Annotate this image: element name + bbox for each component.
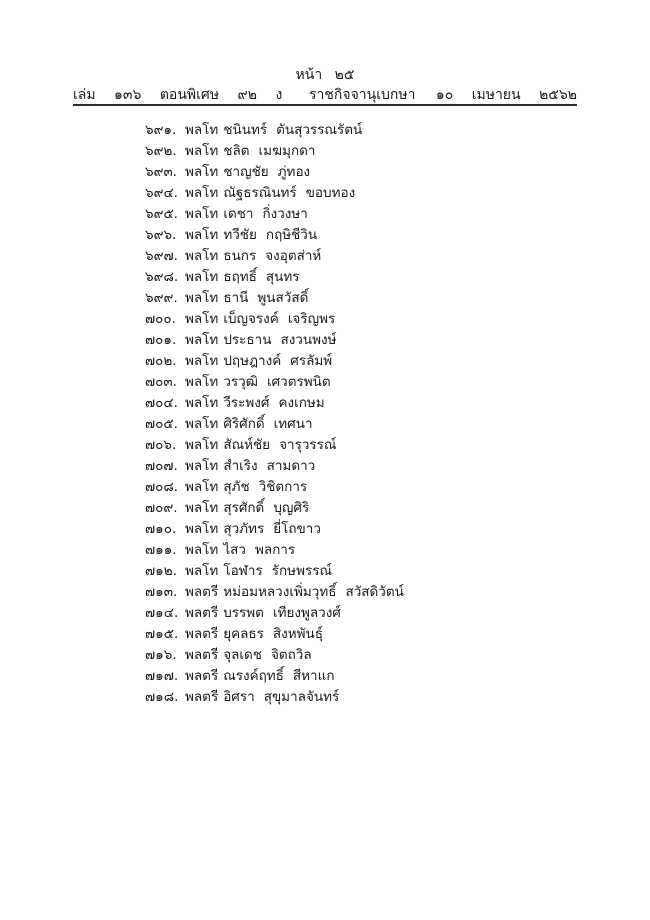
volume-label: เล่ม (73, 87, 96, 103)
entry-number: ๗๑๐. (145, 521, 177, 537)
entry-rank: พลตรี (185, 584, 219, 600)
entry-rank: พลตรี (185, 605, 219, 621)
entry-number: ๖๙๔. (145, 185, 178, 201)
entry-rank: พลตรี (185, 626, 219, 642)
entry-first-name: บรรพต (223, 605, 264, 621)
list-item (145, 624, 404, 645)
page-label: หน้า (295, 67, 323, 83)
entry-first-name: สัณห์ชัย (223, 437, 271, 453)
entry-number: ๗๑๕. (145, 626, 179, 642)
entry-first-name: ชลิต (223, 143, 250, 159)
entry-last-name: ศรลัมพ์ (290, 353, 333, 369)
entry-first-name: ศิริศักดิ์ (223, 416, 265, 432)
entry-last-name: เมฆมุกดา (258, 143, 316, 159)
entry-first-name: ทวีชัย (223, 227, 257, 243)
entry-rank: พลโท (185, 164, 219, 180)
entry-number: ๗๑๔. (145, 605, 179, 621)
entry-first-name: ปฤษฎางค์ (223, 353, 282, 369)
issue-label: ตอนพิเศษ (159, 87, 220, 103)
list-item (145, 204, 404, 225)
list-item (145, 414, 404, 435)
date-year: ๒๕๖๒ (539, 87, 577, 103)
entry-number: ๗๑๓. (145, 584, 178, 600)
list-item (145, 225, 404, 246)
list-item (145, 183, 404, 204)
entry-first-name: ธานี (223, 290, 249, 306)
entry-last-name: รักษพรรณ์ (271, 563, 332, 579)
entry-last-name: สุนทร (265, 269, 300, 285)
list-item (145, 456, 404, 477)
list-item (145, 330, 404, 351)
entry-rank: พลโท (185, 122, 219, 138)
entry-first-name: สุวภัทร (223, 521, 265, 537)
page-value: ๒๕ (334, 67, 355, 83)
entry-rank: พลโท (185, 290, 219, 306)
entry-number: ๗๐๐. (145, 311, 176, 327)
entry-number: ๗๑๑. (145, 542, 177, 558)
entry-number: ๖๙๑. (145, 122, 177, 138)
volume-info (73, 84, 296, 106)
entry-rank: พลโท (185, 332, 219, 348)
entry-first-name: หม่อมหลวงเพิ่มวุทธิ์ (223, 584, 337, 600)
entry-first-name: ธฤทธิ์ (223, 269, 257, 285)
list-item (145, 435, 404, 456)
entry-first-name: ไสว (223, 542, 246, 558)
entry-last-name: เศวตรพนิต (266, 374, 331, 390)
entry-number: ๗๐๔. (145, 395, 178, 411)
entry-last-name: คงเกษม (278, 395, 325, 411)
list-item (145, 288, 404, 309)
entry-first-name: วีระพงศ์ (223, 395, 270, 411)
entry-number: ๗๐๒. (145, 353, 177, 369)
entry-first-name: สำเริง (223, 458, 258, 474)
entry-last-name: จงอุตส่าห์ (265, 248, 322, 264)
entry-first-name: เบ็ญจรงค์ (223, 311, 279, 327)
entry-last-name: จารุวรรณ์ (279, 437, 337, 453)
issue-number: ๙๒ (237, 87, 257, 103)
entry-rank: พลโท (185, 227, 219, 243)
entry-last-name: จิตถวิล (270, 647, 312, 663)
entry-rank: พลโท (185, 185, 219, 201)
entry-rank: พลโท (185, 542, 219, 558)
entry-last-name: ภู่ทอง (277, 164, 311, 180)
publication-date (422, 84, 577, 106)
list-item (145, 540, 404, 561)
entry-rank: พลโท (185, 269, 219, 285)
entry-last-name: สุขุมาลจันทร์ (263, 689, 340, 705)
entry-last-name: เทียงพูลวงศ์ (272, 605, 341, 621)
list-item (145, 141, 404, 162)
entry-rank: พลตรี (185, 647, 219, 663)
entry-rank: พลโท (185, 437, 219, 453)
entry-last-name: สีหาแก (292, 668, 335, 684)
entry-first-name: วรวุฒิ (223, 374, 258, 390)
entry-first-name: ณัฐธรณินทร์ (223, 185, 297, 201)
list-item (145, 246, 404, 267)
entry-number: ๗๑๖. (145, 647, 177, 663)
entry-first-name: สุภัช (223, 479, 250, 495)
entry-first-name: โอฬาร (223, 563, 263, 579)
entry-number: ๗๐๑. (145, 332, 177, 348)
entry-last-name: กฤษิชีวิน (265, 227, 318, 243)
entry-rank: พลโท (185, 374, 219, 390)
entry-first-name: ชนินทร์ (223, 122, 268, 138)
entry-last-name: ตันสุวรรณรัตน์ (276, 122, 363, 138)
entry-last-name: พลการ (254, 542, 296, 558)
entry-last-name: ยี่โถขาว (273, 521, 321, 537)
entry-last-name: เทศนา (273, 416, 313, 432)
entry-first-name: ธนกร (223, 248, 257, 264)
entry-rank: พลโท (185, 500, 219, 516)
gazette-title: ราชกิจจานุเบกษา (309, 87, 416, 103)
list-item (145, 645, 404, 666)
entry-first-name: ประธาน (223, 332, 272, 348)
list-item (145, 582, 404, 603)
entry-rank: พลโท (185, 479, 219, 495)
entry-number: ๗๐๕. (145, 416, 178, 432)
entry-first-name: ณรงค์ฤทธิ์ (223, 668, 284, 684)
entry-last-name: วิชิตการ (258, 479, 308, 495)
entry-rank: พลโท (185, 458, 219, 474)
entry-rank: พลโท (185, 206, 219, 222)
entry-last-name: สิงหพันธุ์ (272, 626, 324, 642)
list-item (145, 351, 404, 372)
list-item (145, 477, 404, 498)
entry-number: ๗๑๗. (145, 668, 179, 684)
name-list (145, 120, 404, 708)
entry-rank: พลโท (185, 395, 219, 411)
entry-last-name: พูนสวัสดิ์ (257, 290, 309, 306)
entry-number: ๖๙๕. (145, 206, 178, 222)
list-item (145, 372, 404, 393)
entry-rank: พลตรี (185, 689, 219, 705)
list-item (145, 561, 404, 582)
entry-number: ๖๙๖. (145, 227, 177, 243)
date-month: เมษายน (471, 87, 521, 103)
section-letter: ง (275, 87, 283, 103)
entry-last-name: สงวนพงษ์ (280, 332, 337, 348)
list-item (145, 393, 404, 414)
entry-number: ๖๙๗. (145, 248, 178, 264)
entry-number: ๗๐๓. (145, 374, 177, 390)
entry-rank: พลโท (185, 521, 219, 537)
entry-number: ๖๙๓. (145, 164, 177, 180)
entry-number: ๗๐๗. (145, 458, 178, 474)
list-item (145, 498, 404, 519)
entry-number: ๖๙๒. (145, 143, 177, 159)
header-divider (73, 104, 577, 106)
document-header (73, 84, 577, 104)
entry-rank: พลตรี (185, 668, 219, 684)
entry-rank: พลโท (185, 353, 219, 369)
list-item (145, 603, 404, 624)
entry-number: ๖๙๘. (145, 269, 179, 285)
list-item (145, 519, 404, 540)
entry-rank: พลโท (185, 143, 219, 159)
entry-first-name: สุรศักดิ์ (223, 500, 265, 516)
entry-last-name: ขอบทอง (305, 185, 356, 201)
list-item (145, 162, 404, 183)
list-item (145, 687, 404, 708)
entry-first-name: เดชา (223, 206, 254, 222)
entry-first-name: ชาญชัย (223, 164, 269, 180)
entry-number: ๗๑๒. (145, 563, 177, 579)
list-item (145, 120, 404, 141)
entry-last-name: กิ่งวงษา (262, 206, 308, 222)
entry-number: ๗๐๖. (145, 437, 177, 453)
entry-number: ๖๙๙. (145, 290, 178, 306)
volume-number: ๑๓๖ (114, 87, 142, 103)
list-item (145, 666, 404, 687)
entry-last-name: เจริญพร (287, 311, 336, 327)
entry-last-name: บุญศิริ (273, 500, 310, 516)
entry-number: ๗๐๙. (145, 500, 178, 516)
entry-rank: พลโท (185, 248, 219, 264)
entry-first-name: จุลเดช (223, 647, 262, 663)
entry-rank: พลโท (185, 311, 219, 327)
list-item (145, 267, 404, 288)
entry-number: ๗๐๘. (145, 479, 179, 495)
page-number (0, 64, 650, 86)
date-day: ๑๐ (435, 87, 454, 103)
entry-last-name: สวัสดิวัตน์ (345, 584, 404, 600)
entry-rank: พลโท (185, 563, 219, 579)
entry-number: ๗๑๘. (145, 689, 179, 705)
entry-first-name: อิศรา (223, 689, 255, 705)
list-item (145, 309, 404, 330)
entry-rank: พลโท (185, 416, 219, 432)
entry-first-name: ยุคลธร (223, 626, 264, 642)
entry-last-name: สามดาว (266, 458, 316, 474)
